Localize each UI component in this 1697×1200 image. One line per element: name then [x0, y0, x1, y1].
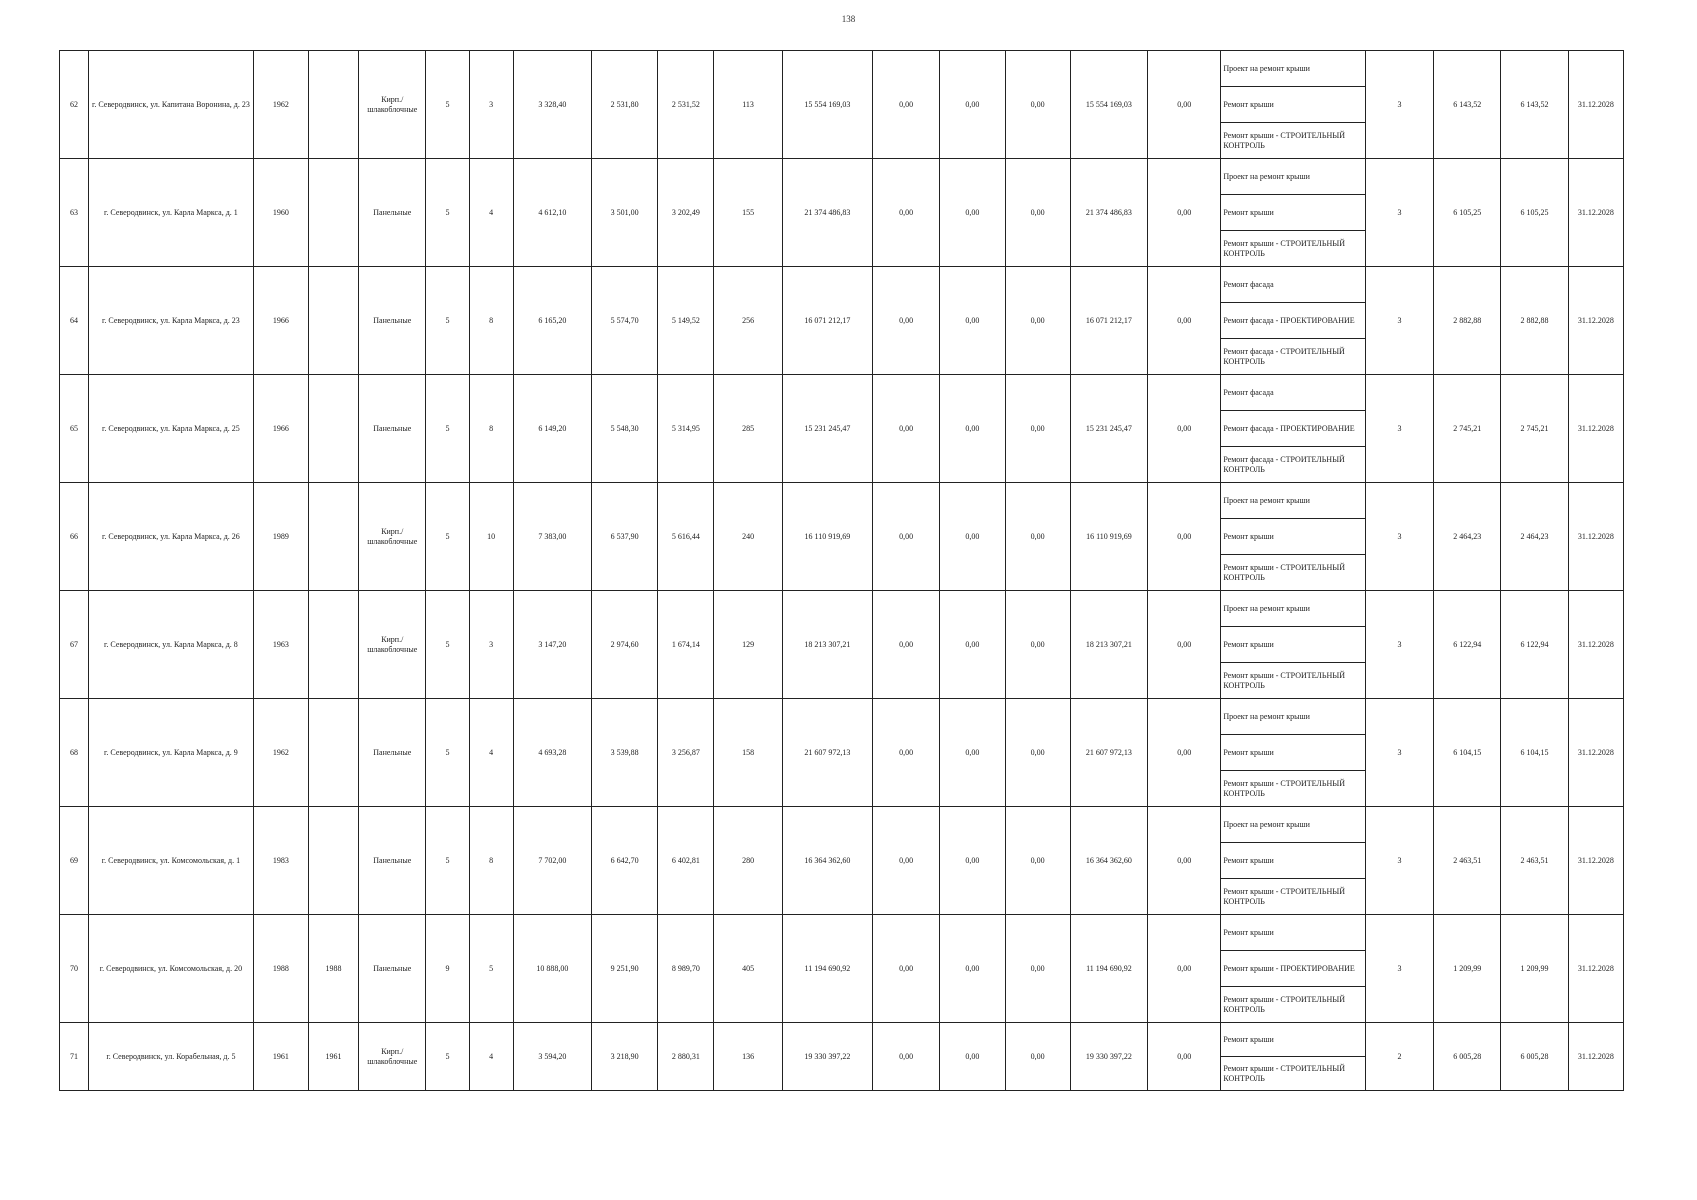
unit-cost-cell: 2 463,51 — [1434, 807, 1501, 915]
floors-cell: 5 — [426, 699, 469, 807]
fund-owners-cell: 18 213 307,21 — [1070, 591, 1147, 699]
max-cost-cell: 6 005,28 — [1501, 1023, 1568, 1091]
fund-regional-cell: 0,00 — [940, 807, 1005, 915]
row-number-cell: 65 — [60, 375, 89, 483]
max-cost-cell: 2 745,21 — [1501, 375, 1568, 483]
total-area-cell: 3 147,20 — [513, 591, 591, 699]
work-type-cell: Ремонт крыши — [1221, 735, 1366, 771]
row-number-cell: 68 — [60, 699, 89, 807]
stage-cell: 3 — [1365, 807, 1433, 915]
deadline-cell: 31.12.2028 — [1568, 267, 1623, 375]
entrances-cell: 10 — [469, 483, 513, 591]
unit-cost-cell: 1 209,99 — [1434, 915, 1501, 1023]
fund-other-cell: 0,00 — [1148, 159, 1221, 267]
address-cell: г. Северодвинск, ул. Карла Маркса, д. 23 — [89, 267, 254, 375]
wall-material-cell: Кирп./ шлакоблочные — [359, 483, 426, 591]
floors-cell: 9 — [426, 915, 469, 1023]
table-row — [60, 51, 1624, 87]
max-cost-cell: 1 209,99 — [1501, 915, 1568, 1023]
fund-federal-cell: 0,00 — [873, 915, 940, 1023]
year-built-cell: 1962 — [253, 699, 308, 807]
address-cell: г. Северодвинск, ул. Корабельная, д. 5 — [89, 1023, 254, 1091]
floors-cell: 5 — [426, 591, 469, 699]
residents-cell: 136 — [714, 1023, 782, 1091]
living-area-cell: 2 974,60 — [591, 591, 657, 699]
deadline-cell: 31.12.2028 — [1568, 51, 1623, 159]
floors-cell: 5 — [426, 807, 469, 915]
year-overhaul-cell: 1988 — [308, 915, 358, 1023]
row-number-cell: 62 — [60, 51, 89, 159]
max-cost-cell: 6 143,52 — [1501, 51, 1568, 159]
year-overhaul-cell — [308, 483, 358, 591]
living-area-cell: 2 531,80 — [591, 51, 657, 159]
unit-cost-cell: 6 105,25 — [1434, 159, 1501, 267]
cost-total-cell: 15 554 169,03 — [782, 51, 872, 159]
unit-cost-cell: 6 005,28 — [1434, 1023, 1501, 1091]
stage-cell: 3 — [1365, 375, 1433, 483]
deadline-cell: 31.12.2028 — [1568, 375, 1623, 483]
fund-federal-cell: 0,00 — [873, 1023, 940, 1091]
fund-local-cell: 0,00 — [1005, 159, 1070, 267]
fund-other-cell: 0,00 — [1148, 591, 1221, 699]
fund-other-cell: 0,00 — [1148, 375, 1221, 483]
max-cost-cell: 2 464,23 — [1501, 483, 1568, 591]
work-type-cell: Ремонт крыши - СТРОИТЕЛЬНЫЙ КОНТРОЛЬ — [1221, 123, 1366, 159]
fund-federal-cell: 0,00 — [873, 807, 940, 915]
work-type-cell: Ремонт крыши - СТРОИТЕЛЬНЫЙ КОНТРОЛЬ — [1221, 231, 1366, 267]
entrances-cell: 4 — [469, 699, 513, 807]
year-overhaul-cell — [308, 375, 358, 483]
work-type-cell: Проект на ремонт крыши — [1221, 807, 1366, 843]
page-number: 138 — [841, 14, 856, 24]
floors-cell: 5 — [426, 483, 469, 591]
fund-local-cell: 0,00 — [1005, 51, 1070, 159]
living-area-cell: 3 218,90 — [591, 1023, 657, 1091]
total-area-cell: 6 149,20 — [513, 375, 591, 483]
entrances-cell: 8 — [469, 267, 513, 375]
work-type-cell: Ремонт фасада — [1221, 267, 1366, 303]
year-built-cell: 1962 — [253, 51, 308, 159]
stage-cell: 2 — [1365, 1023, 1433, 1091]
fund-federal-cell: 0,00 — [873, 375, 940, 483]
fund-other-cell: 0,00 — [1148, 699, 1221, 807]
floors-cell: 5 — [426, 267, 469, 375]
address-cell: г. Северодвинск, ул. Карла Маркса, д. 8 — [89, 591, 254, 699]
year-overhaul-cell — [308, 267, 358, 375]
cost-total-cell: 16 364 362,60 — [782, 807, 872, 915]
stage-cell: 3 — [1365, 51, 1433, 159]
deadline-cell: 31.12.2028 — [1568, 483, 1623, 591]
address-cell: г. Северодвинск, ул. Карла Маркса, д. 25 — [89, 375, 254, 483]
work-type-cell: Ремонт фасада - СТРОИТЕЛЬНЫЙ КОНТРОЛЬ — [1221, 447, 1366, 483]
fund-other-cell: 0,00 — [1148, 51, 1221, 159]
fund-local-cell: 0,00 — [1005, 1023, 1070, 1091]
work-type-cell: Ремонт фасада - ПРОЕКТИРОВАНИЕ — [1221, 303, 1366, 339]
cost-total-cell: 21 374 486,83 — [782, 159, 872, 267]
fund-owners-cell: 16 071 212,17 — [1070, 267, 1147, 375]
floors-cell: 5 — [426, 1023, 469, 1091]
residents-cell: 285 — [714, 375, 782, 483]
fund-federal-cell: 0,00 — [873, 483, 940, 591]
max-cost-cell: 2 463,51 — [1501, 807, 1568, 915]
fund-regional-cell: 0,00 — [940, 159, 1005, 267]
fund-owners-cell: 16 364 362,60 — [1070, 807, 1147, 915]
unit-cost-cell: 6 143,52 — [1434, 51, 1501, 159]
fund-regional-cell: 0,00 — [940, 267, 1005, 375]
fund-other-cell: 0,00 — [1148, 807, 1221, 915]
row-number-cell: 63 — [60, 159, 89, 267]
year-built-cell: 1988 — [253, 915, 308, 1023]
living-area-cell: 9 251,90 — [591, 915, 657, 1023]
work-type-cell: Ремонт крыши - ПРОЕКТИРОВАНИЕ — [1221, 951, 1366, 987]
year-overhaul-cell — [308, 51, 358, 159]
work-type-cell: Ремонт крыши - СТРОИТЕЛЬНЫЙ КОНТРОЛЬ — [1221, 1057, 1366, 1091]
wall-material-cell: Панельные — [359, 807, 426, 915]
total-area-cell: 3 594,20 — [513, 1023, 591, 1091]
residents-cell: 405 — [714, 915, 782, 1023]
owned-area-cell: 3 256,87 — [658, 699, 714, 807]
residents-cell: 113 — [714, 51, 782, 159]
entrances-cell: 8 — [469, 807, 513, 915]
work-type-cell: Ремонт фасада - ПРОЕКТИРОВАНИЕ — [1221, 411, 1366, 447]
fund-federal-cell: 0,00 — [873, 267, 940, 375]
row-number-cell: 69 — [60, 807, 89, 915]
owned-area-cell: 5 616,44 — [658, 483, 714, 591]
table-row — [60, 807, 1624, 843]
entrances-cell: 3 — [469, 51, 513, 159]
max-cost-cell: 6 122,94 — [1501, 591, 1568, 699]
work-type-cell: Ремонт крыши - СТРОИТЕЛЬНЫЙ КОНТРОЛЬ — [1221, 663, 1366, 699]
living-area-cell: 3 501,00 — [591, 159, 657, 267]
living-area-cell: 5 548,30 — [591, 375, 657, 483]
owned-area-cell: 2 880,31 — [658, 1023, 714, 1091]
year-overhaul-cell — [308, 159, 358, 267]
year-overhaul-cell — [308, 807, 358, 915]
floors-cell: 5 — [426, 51, 469, 159]
total-area-cell: 4 612,10 — [513, 159, 591, 267]
max-cost-cell: 2 882,88 — [1501, 267, 1568, 375]
living-area-cell: 6 537,90 — [591, 483, 657, 591]
work-type-cell: Ремонт крыши — [1221, 195, 1366, 231]
residents-cell: 240 — [714, 483, 782, 591]
cost-total-cell: 16 071 212,17 — [782, 267, 872, 375]
total-area-cell: 6 165,20 — [513, 267, 591, 375]
floors-cell: 5 — [426, 159, 469, 267]
owned-area-cell: 1 674,14 — [658, 591, 714, 699]
row-number-cell: 67 — [60, 591, 89, 699]
cost-total-cell: 19 330 397,22 — [782, 1023, 872, 1091]
deadline-cell: 31.12.2028 — [1568, 591, 1623, 699]
fund-federal-cell: 0,00 — [873, 591, 940, 699]
stage-cell: 3 — [1365, 915, 1433, 1023]
cost-total-cell: 15 231 245,47 — [782, 375, 872, 483]
fund-local-cell: 0,00 — [1005, 699, 1070, 807]
total-area-cell: 4 693,28 — [513, 699, 591, 807]
table-row — [60, 375, 1624, 411]
fund-regional-cell: 0,00 — [940, 1023, 1005, 1091]
residents-cell: 158 — [714, 699, 782, 807]
table-row — [60, 591, 1624, 627]
entrances-cell: 3 — [469, 591, 513, 699]
year-built-cell: 1966 — [253, 267, 308, 375]
address-cell: г. Северодвинск, ул. Комсомольская, д. 20 — [89, 915, 254, 1023]
owned-area-cell: 5 314,95 — [658, 375, 714, 483]
residents-cell: 280 — [714, 807, 782, 915]
living-area-cell: 5 574,70 — [591, 267, 657, 375]
cost-total-cell: 16 110 919,69 — [782, 483, 872, 591]
table-row — [60, 1023, 1624, 1057]
floors-cell: 5 — [426, 375, 469, 483]
deadline-cell: 31.12.2028 — [1568, 1023, 1623, 1091]
residents-cell: 129 — [714, 591, 782, 699]
work-type-cell: Проект на ремонт крыши — [1221, 159, 1366, 195]
wall-material-cell: Панельные — [359, 375, 426, 483]
fund-other-cell: 0,00 — [1148, 915, 1221, 1023]
work-type-cell: Ремонт крыши - СТРОИТЕЛЬНЫЙ КОНТРОЛЬ — [1221, 987, 1366, 1023]
fund-regional-cell: 0,00 — [940, 699, 1005, 807]
year-built-cell: 1989 — [253, 483, 308, 591]
table-row — [60, 159, 1624, 195]
unit-cost-cell: 6 104,15 — [1434, 699, 1501, 807]
address-cell: г. Северодвинск, ул. Капитана Воронина, д. 23 — [89, 51, 254, 159]
year-overhaul-cell — [308, 591, 358, 699]
unit-cost-cell: 2 464,23 — [1434, 483, 1501, 591]
unit-cost-cell: 6 122,94 — [1434, 591, 1501, 699]
year-built-cell: 1966 — [253, 375, 308, 483]
table-body — [60, 51, 1624, 1091]
owned-area-cell: 6 402,81 — [658, 807, 714, 915]
entrances-cell: 8 — [469, 375, 513, 483]
table-row — [60, 699, 1624, 735]
fund-other-cell: 0,00 — [1148, 267, 1221, 375]
work-type-cell: Ремонт крыши - СТРОИТЕЛЬНЫЙ КОНТРОЛЬ — [1221, 879, 1366, 915]
living-area-cell: 6 642,70 — [591, 807, 657, 915]
fund-local-cell: 0,00 — [1005, 483, 1070, 591]
fund-owners-cell: 15 231 245,47 — [1070, 375, 1147, 483]
stage-cell: 3 — [1365, 159, 1433, 267]
owned-area-cell: 3 202,49 — [658, 159, 714, 267]
unit-cost-cell: 2 745,21 — [1434, 375, 1501, 483]
row-number-cell: 66 — [60, 483, 89, 591]
fund-federal-cell: 0,00 — [873, 159, 940, 267]
housing-repair-table — [59, 50, 1624, 1091]
table-row — [60, 483, 1624, 519]
work-type-cell: Ремонт крыши — [1221, 87, 1366, 123]
year-overhaul-cell: 1961 — [308, 1023, 358, 1091]
work-type-cell: Ремонт крыши — [1221, 627, 1366, 663]
fund-local-cell: 0,00 — [1005, 915, 1070, 1023]
address-cell: г. Северодвинск, ул. Карла Маркса, д. 1 — [89, 159, 254, 267]
cost-total-cell: 11 194 690,92 — [782, 915, 872, 1023]
stage-cell: 3 — [1365, 699, 1433, 807]
row-number-cell: 64 — [60, 267, 89, 375]
work-type-cell: Ремонт фасада — [1221, 375, 1366, 411]
work-type-cell: Ремонт крыши — [1221, 843, 1366, 879]
wall-material-cell: Панельные — [359, 699, 426, 807]
owned-area-cell: 8 989,70 — [658, 915, 714, 1023]
wall-material-cell: Панельные — [359, 915, 426, 1023]
total-area-cell: 3 328,40 — [513, 51, 591, 159]
work-type-cell: Ремонт крыши - СТРОИТЕЛЬНЫЙ КОНТРОЛЬ — [1221, 555, 1366, 591]
work-type-cell: Ремонт крыши — [1221, 1023, 1366, 1057]
fund-other-cell: 0,00 — [1148, 483, 1221, 591]
fund-regional-cell: 0,00 — [940, 483, 1005, 591]
work-type-cell: Проект на ремонт крыши — [1221, 51, 1366, 87]
address-cell: г. Северодвинск, ул. Комсомольская, д. 1 — [89, 807, 254, 915]
total-area-cell: 7 702,00 — [513, 807, 591, 915]
year-overhaul-cell — [308, 699, 358, 807]
work-type-cell: Проект на ремонт крыши — [1221, 483, 1366, 519]
work-type-cell: Ремонт крыши - СТРОИТЕЛЬНЫЙ КОНТРОЛЬ — [1221, 771, 1366, 807]
deadline-cell: 31.12.2028 — [1568, 807, 1623, 915]
work-type-cell: Ремонт крыши — [1221, 915, 1366, 951]
wall-material-cell: Панельные — [359, 159, 426, 267]
deadline-cell: 31.12.2028 — [1568, 915, 1623, 1023]
deadline-cell: 31.12.2028 — [1568, 699, 1623, 807]
fund-other-cell: 0,00 — [1148, 1023, 1221, 1091]
wall-material-cell: Кирп./ шлакоблочные — [359, 51, 426, 159]
entrances-cell: 4 — [469, 1023, 513, 1091]
fund-federal-cell: 0,00 — [873, 51, 940, 159]
address-cell: г. Северодвинск, ул. Карла Маркса, д. 9 — [89, 699, 254, 807]
entrances-cell: 5 — [469, 915, 513, 1023]
work-type-cell: Ремонт крыши — [1221, 519, 1366, 555]
entrances-cell: 4 — [469, 159, 513, 267]
work-type-cell: Ремонт фасада - СТРОИТЕЛЬНЫЙ КОНТРОЛЬ — [1221, 339, 1366, 375]
stage-cell: 3 — [1365, 483, 1433, 591]
cost-total-cell: 21 607 972,13 — [782, 699, 872, 807]
table-row — [60, 267, 1624, 303]
max-cost-cell: 6 105,25 — [1501, 159, 1568, 267]
total-area-cell: 7 383,00 — [513, 483, 591, 591]
fund-local-cell: 0,00 — [1005, 807, 1070, 915]
stage-cell: 3 — [1365, 591, 1433, 699]
year-built-cell: 1961 — [253, 1023, 308, 1091]
fund-regional-cell: 0,00 — [940, 51, 1005, 159]
address-cell: г. Северодвинск, ул. Карла Маркса, д. 26 — [89, 483, 254, 591]
total-area-cell: 10 888,00 — [513, 915, 591, 1023]
work-type-cell: Проект на ремонт крыши — [1221, 699, 1366, 735]
fund-federal-cell: 0,00 — [873, 699, 940, 807]
residents-cell: 155 — [714, 159, 782, 267]
owned-area-cell: 2 531,52 — [658, 51, 714, 159]
max-cost-cell: 6 104,15 — [1501, 699, 1568, 807]
wall-material-cell: Панельные — [359, 267, 426, 375]
residents-cell: 256 — [714, 267, 782, 375]
wall-material-cell: Кирп./ шлакоблочные — [359, 591, 426, 699]
stage-cell: 3 — [1365, 267, 1433, 375]
fund-owners-cell: 11 194 690,92 — [1070, 915, 1147, 1023]
row-number-cell: 70 — [60, 915, 89, 1023]
fund-regional-cell: 0,00 — [940, 591, 1005, 699]
fund-owners-cell: 16 110 919,69 — [1070, 483, 1147, 591]
fund-local-cell: 0,00 — [1005, 591, 1070, 699]
row-number-cell: 71 — [60, 1023, 89, 1091]
year-built-cell: 1983 — [253, 807, 308, 915]
fund-local-cell: 0,00 — [1005, 375, 1070, 483]
fund-local-cell: 0,00 — [1005, 267, 1070, 375]
fund-owners-cell: 19 330 397,22 — [1070, 1023, 1147, 1091]
fund-owners-cell: 21 607 972,13 — [1070, 699, 1147, 807]
unit-cost-cell: 2 882,88 — [1434, 267, 1501, 375]
cost-total-cell: 18 213 307,21 — [782, 591, 872, 699]
year-built-cell: 1960 — [253, 159, 308, 267]
fund-owners-cell: 21 374 486,83 — [1070, 159, 1147, 267]
living-area-cell: 3 539,88 — [591, 699, 657, 807]
wall-material-cell: Кирп./ шлакоблочные — [359, 1023, 426, 1091]
deadline-cell: 31.12.2028 — [1568, 159, 1623, 267]
fund-regional-cell: 0,00 — [940, 915, 1005, 1023]
owned-area-cell: 5 149,52 — [658, 267, 714, 375]
fund-owners-cell: 15 554 169,03 — [1070, 51, 1147, 159]
year-built-cell: 1963 — [253, 591, 308, 699]
work-type-cell: Проект на ремонт крыши — [1221, 591, 1366, 627]
fund-regional-cell: 0,00 — [940, 375, 1005, 483]
table-row — [60, 915, 1624, 951]
